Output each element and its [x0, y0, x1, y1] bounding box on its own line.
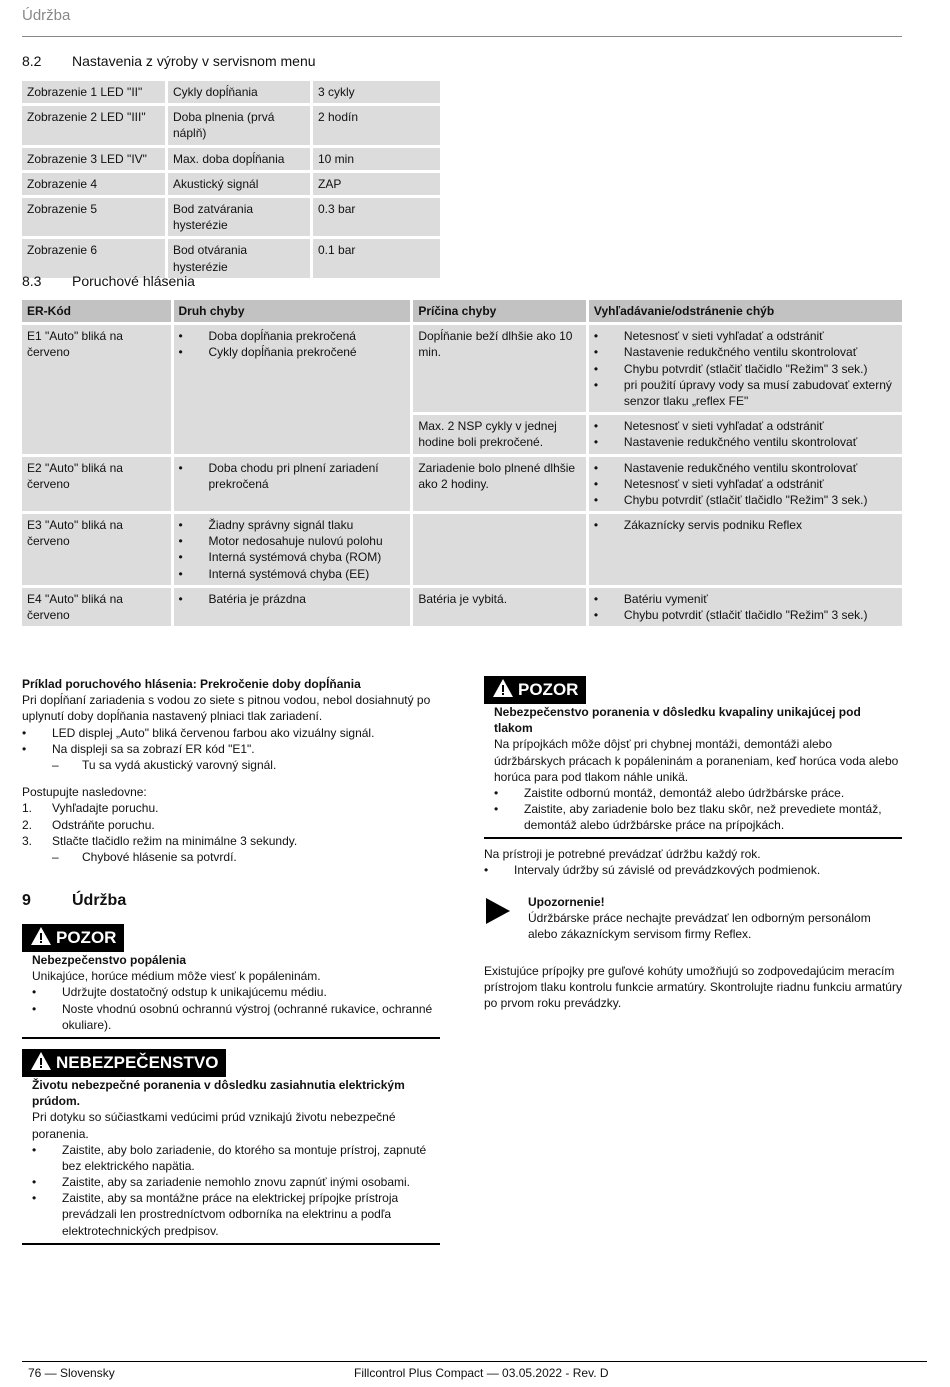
table-row: E4 "Auto" bliká na červeno • Batéria je prázdna Batéria je vybitá. • Batériu vymeniť • Chybu potvrdiť (stlačiť tlačidlo "Režim" 3 sek.): [22, 588, 902, 626]
list-item: 1. Vyhľadajte poruchu.: [22, 801, 159, 816]
footer-divider: [22, 1361, 927, 1362]
note-box: Upozornenie! Údržbárske práce nechajte prevádzať len odborným personálom alebo zákazníckym servisom firmy Reflex.: [484, 894, 902, 943]
play-arrow-icon: [484, 896, 512, 926]
warning-electric: NEBEZPEČENSTVO Životu nebezpečné poranenia v dôsledku zasiahnutia elektrickým prúdom. Pri dotyku so súčiastkami vedúcimi prúd vznikajú životu nebezpečné poranenia. • Zaistite, aby bolo zariadenie, do ktorého sa montuje prístroj, zapnuté bez elektrického napätia. • Zaistite, aby sa zariadenie nemohlo znovu zapnúť inými osobami. • Zaistite, aby sa montážne práce na elektrickej prípojke prístroja prevádzali len prostredníctvom odborníka na elektrinu a podľa elektrotechnických predpisov.: [22, 1049, 440, 1245]
section-8-3-heading: 8.3 Poruchové hlásenia: [22, 273, 195, 289]
ball-valve-paragraph: Existujúce prípojky pre guľové kohúty umožňujú so zodpovedajúcim meracím prístrojom tlaku kontrolu funkcie armatúry. Skontrolujte riadnu funkciu armatúry po prvom roku prevádzky.: [484, 964, 902, 1011]
table-row: Zobrazenie 4 Akustický signál ZAP: [22, 173, 440, 195]
table-row: Zobrazenie 2 LED "III" Doba plnenia (prvá náplň) 2 hodín: [22, 106, 440, 144]
table-row: E1 "Auto" bliká na červeno • Doba dopĺňania prekročená • Cykly dopĺňania prekročené Dopĺňanie beží dlhšie ako 10 min. • Netesnosť v sieti vyhľadať a odstrániť • Nastavenie redukčného ventilu skontrolovať • Chybu potvrdiť (stlačiť tlačidlo "Režim" 3 sek.) • pri použití úpravy vody sa musí zabudovať externý senzor tlaku „reflex FE": [22, 325, 902, 412]
caution-badge: POZOR: [484, 676, 586, 704]
table-row: Max. 2 NSP cykly v jednej hodine boli prekročené. • Netesnosť v sieti vyhľadať a odstrániť • Nastavenie redukčného ventilu skontrolovať: [22, 415, 902, 453]
warning-burn: POZOR Nebezpečenstvo popálenia Unikajúce, horúce médium môže viesť k popáleninám. • Udržujte dostatočný odstup k unikajúcemu médiu. • Noste vhodnú osobnú ochrannú výstroj (ochranné rukavice, ochranné okuliare).: [22, 924, 440, 1039]
section-9-heading: 9 Údržba: [22, 892, 127, 909]
factory-settings-table: [19, 78, 443, 281]
danger-badge: NEBEZPEČENSTVO: [22, 1049, 226, 1077]
warning-triangle-icon: [30, 926, 52, 946]
table-row: Zobrazenie 6 Bod otvárania hysterézie 0.1 bar: [22, 239, 440, 277]
maintenance-interval: Na prístroji je potrebné prevádzať údržbu každý rok. • Intervaly údržby sú závislé od prevádzkových podmienok.: [484, 846, 902, 878]
list-item: 3. Stlačte tlačidlo režim na minimálne 3 sekundy.: [22, 833, 298, 848]
error-example: Príklad poruchového hlásenia: Prekročenie doby dopĺňania Pri dopĺňaní zariadenia s vodou zo siete s pitnou vodou, nebol dosiahnutý po uplynutí doby dopĺňania nastavený plniaci tlak zariadení. • LED displej „Auto" bliká červenou farbou ako vizuálny signál. • Na displeji sa sa zobrazí ER kód "E1". – Tu sa vydá akustický varovný signál. Postupujte nasledovne: 1. Vyhľadajte poruchu. 2. Odstráňte poruchu. 3. Stlačte tlačidlo režim na minimálne 3 sekundy. – Chybové hlásenie sa potvrdí.: [22, 676, 442, 865]
warning-pressure: POZOR Nebezpečenstvo poranenia v dôsledku kvapaliny unikajúcej pod tlakom Na prípojkách môže dôjsť pri chybnej montáži, demontáži alebo údržbárskych prácach k popáleninám a poraneniam, keď horúca voda alebo horúca para pod tlakom náhle unikä. • Zaistite odbornú montáž, demontáž alebo údržbárske práce. • Zaistite, aby zariadenie bolo bez tlaku skôr, než prevediete montáž, demontáž alebo údržbárske práce na prípojkách.: [484, 676, 902, 839]
error-messages-table: [19, 297, 905, 629]
table-row: Zobrazenie 3 LED "IV" Max. doba dopĺňania 10 min: [22, 148, 440, 170]
section-8-2-heading: 8.2 Nastavenia z výroby v servisnom menu: [22, 53, 316, 69]
warning-triangle-icon: [492, 678, 514, 698]
page-number: 76 — Slovensky: [28, 1366, 115, 1380]
document-info: Fillcontrol Plus Compact — 03.05.2022 - Rev. D: [354, 1366, 609, 1380]
table-row: Zobrazenie 1 LED "II" Cykly dopĺňania 3 cykly: [22, 81, 440, 103]
warning-triangle-icon: [30, 1051, 52, 1071]
table-row: Zobrazenie 5 Bod zatvárania hysterézie 0.3 bar: [22, 198, 440, 236]
caution-badge: POZOR: [22, 924, 124, 952]
list-item: 2. Odstráňte poruchu.: [22, 817, 155, 832]
table-row: E2 "Auto" bliká na červeno • Doba chodu pri plnení zariadení prekročená Zariadenie bolo plnené dlhšie ako 2 hodiny. • Nastavenie redukčného ventilu skontrolovať • Netesnosť v sieti vyhľadať a odstrániť • Chybu potvrdiť (stlačiť tlačidlo "Režim" 3 sek.): [22, 457, 902, 512]
table-header-row: ER-Kód Druh chyby Príčina chyby Vyhľadávanie/odstránenie chýb: [22, 300, 902, 322]
table-row: E3 "Auto" bliká na červeno • Žiadny správny signál tlaku • Motor nedosahuje nulovú polohu • Interná systémová chyba (ROM) • Interná systémová chyba (EE) • Zákaznícky servis podniku Reflex: [22, 514, 902, 585]
running-header: Údržba: [22, 7, 71, 24]
header-divider: [22, 36, 902, 37]
